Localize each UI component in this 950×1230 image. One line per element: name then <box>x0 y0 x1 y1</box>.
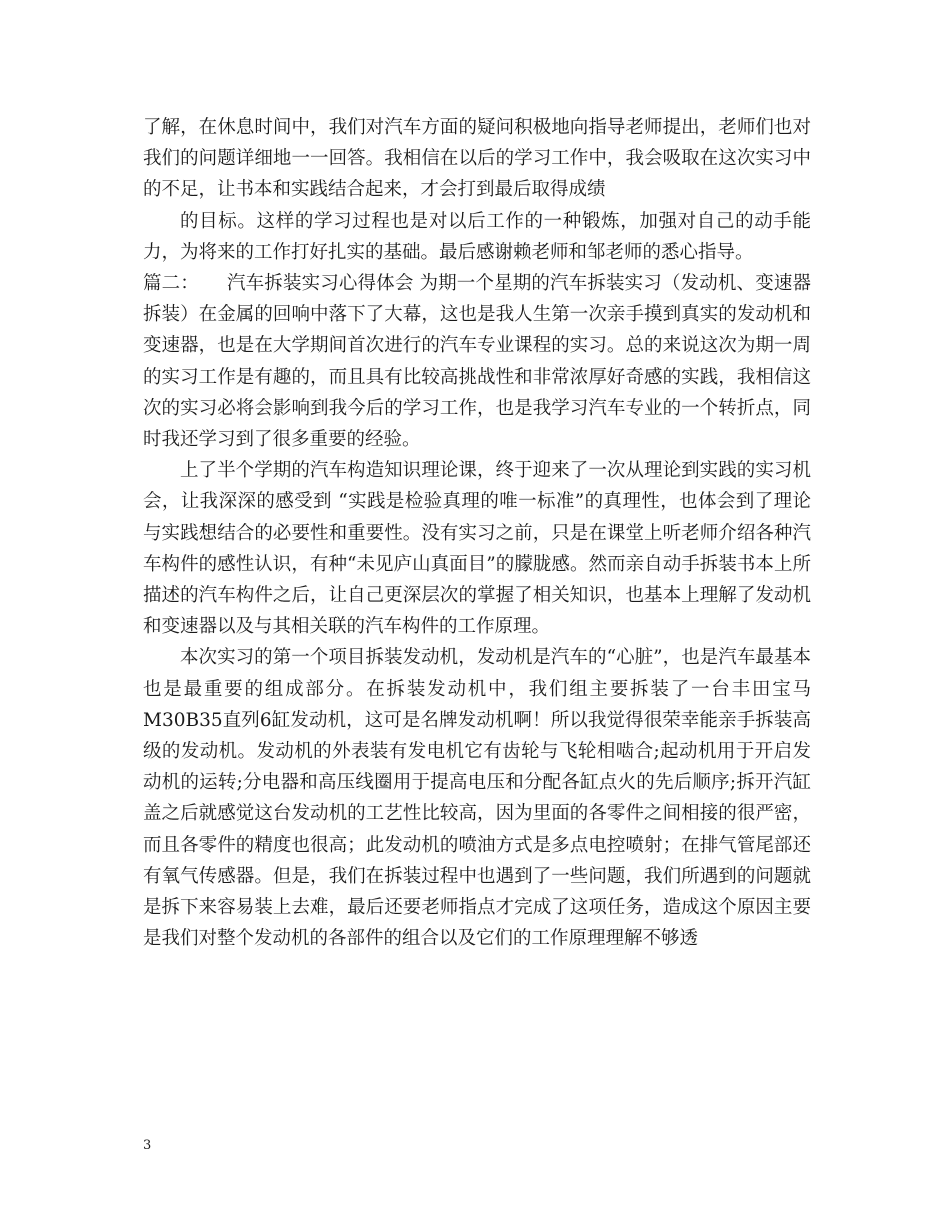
page-number: 3 <box>143 1138 152 1153</box>
paragraph-engine-disassembly: 本次实习的第一个项目拆装发动机，发动机是汽车的“心脏”，也是汽车最基本也是最重要的组成部分。在拆装发动机中，我们组主要拆装了一台丰田宝马M30B35直列6缸发动机，这可是名牌发动机啊！所以我觉得很荣幸能亲手拆装高级的发动机。发动机的外表装有发电机它有齿轮与飞轮相啮合;起动机用于开启发动机的运转;分电器和高压线圈用于提高电压和分配各缸点火的先后顺序;拆开汽缸盖之后就感觉这台发动机的工艺性比较高，因为里面的各零件之间相接的很严密，而且各零件的精度也很高；此发动机的喷油方式是多点电控喷射；在排气管尾部还有氧气传感器。但是，我们在拆装过程中也遇到了一些问题，我们所遇到的问题就是拆下来容易装上去难，最后还要老师指点才完成了这项任务，造成这个原因主要是我们对整个发动机的各部件的组合以及它们的工作原理理解不够透 <box>143 647 811 950</box>
document-body <box>143 112 811 954</box>
paragraph-continuation: 了解，在休息时间中，我们对汽车方面的疑问积极地向指导老师提出，老师们也对我们的问题详细地一一回答。我相信在以后的学习工作中，我会吸取在这次实习中的不足，让书本和实践结合起来，才会打到最后取得成绩 <box>143 117 811 201</box>
paragraph-conclusion: 的目标。这样的学习过程也是对以后工作的一种锻炼，加强对自己的动手能力，为将来的工作打好扎实的基础。最后感谢赖老师和邹老师的悉心指导。 <box>143 210 811 263</box>
paragraph-theory-practice: 上了半个学期的汽车构造知识理论课，终于迎来了一次从理论到实践的实习机会，让我深深的感受到 “实践是检验真理的唯一标准”的真理性，也体会到了理论与实践想结合的必要性和重要性。没有实习之前，只是在课堂上听老师介绍各种汽车构件的感性认识，有种“未见庐山真面目”的朦胧感。然而亲自动手拆装书本上所描述的汽车构件之后，让自己更深层次的掌握了相关知识，也基本上理解了发动机和变速器以及与其相关联的汽车构件的工作原理。 <box>143 460 811 638</box>
paragraph-section-two-intro: 篇二： 汽车拆装实习心得体会 为期一个星期的汽车拆装实习（发动机、变速器拆装）在金属的回响中落下了大幕，这也是我人生第一次亲手摸到真实的发动机和变速器，也是在大学期间首次进行的汽车专业课程的实习。总的来说这次为期一周的实习工作是有趣的，而且具有比较高挑战性和非常浓厚好奇感的实践，我相信这次的实习必将会影响到我今后的学习工作，也是我学习汽车专业的一个转折点，同时我还学习到了很多重要的经验。 <box>143 273 811 451</box>
